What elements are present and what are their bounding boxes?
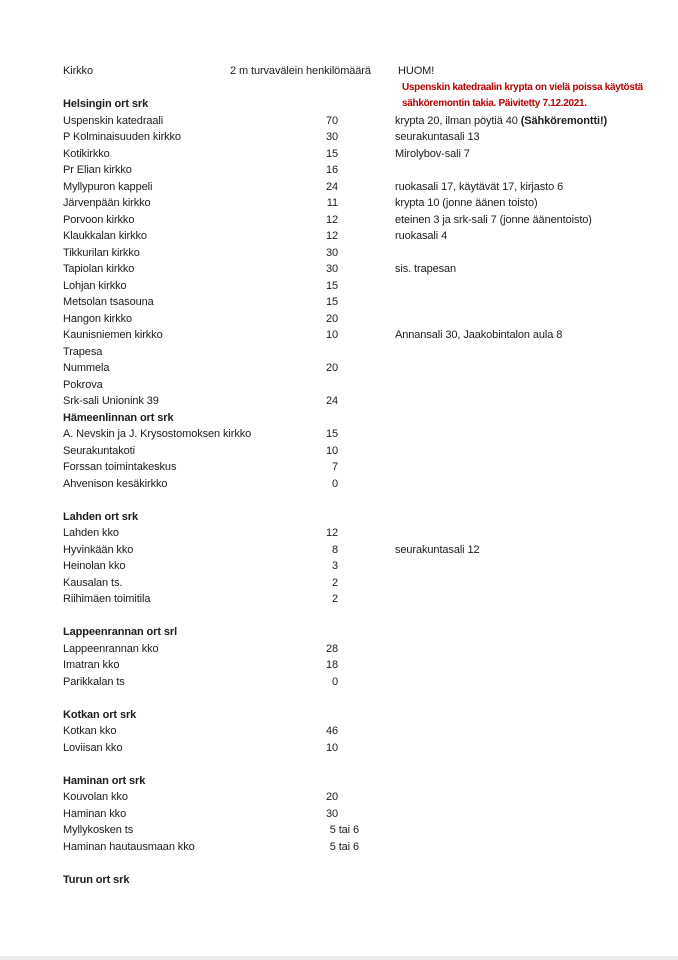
note-text <box>338 624 395 641</box>
church-name: Kausalan ts. <box>63 576 123 589</box>
capacity-value <box>230 377 338 394</box>
note-text <box>338 344 395 361</box>
table-row <box>63 806 607 823</box>
table-row <box>63 690 607 707</box>
note-regular-text: Annansali 30, Jaakobintalon aula 8 <box>395 329 563 341</box>
church-name: Porvoon kirkko <box>63 213 135 226</box>
table-row <box>63 261 607 278</box>
church-name <box>63 855 230 872</box>
church-name <box>63 608 230 625</box>
capacity-value: 2 <box>331 593 338 605</box>
note-text <box>338 113 607 130</box>
capacity-value: 12 <box>325 527 338 539</box>
note-bold-text: (Sähköremontti!) <box>520 114 608 127</box>
note-text <box>338 377 395 394</box>
church-name: Haminan ort srk <box>63 774 146 787</box>
church-name: Parikkalan ts <box>63 675 125 688</box>
capacity-value: 20 <box>325 362 338 374</box>
note-text <box>338 228 447 245</box>
table-row <box>63 311 607 328</box>
church-name: Kotkan ort srk <box>63 708 137 721</box>
table-row <box>63 443 607 460</box>
church-name: Klaukkalan kirkko <box>63 230 147 242</box>
church-name: Pokrova <box>63 378 103 391</box>
table-row <box>63 707 607 724</box>
table-row <box>63 278 607 295</box>
page-edge-shadow <box>0 956 678 960</box>
note-regular-text: seurakuntasali 13 <box>395 131 480 143</box>
capacity-value: 15 <box>325 279 338 292</box>
note-text <box>338 129 480 146</box>
table-row <box>63 344 607 361</box>
capacity-value: 5 tai 6 <box>329 824 359 836</box>
church-name: Haminan hautausmaan kko <box>63 840 195 853</box>
capacity-value: 30 <box>325 246 338 259</box>
note-text <box>338 542 480 559</box>
church-name: Metsolan tsasouna <box>63 296 154 308</box>
table-row <box>63 872 607 889</box>
church-name: Tikkurilan kirkko <box>63 246 140 259</box>
table-row <box>63 773 607 790</box>
capacity-value <box>230 410 338 427</box>
table-row <box>63 789 607 806</box>
note-text <box>338 641 395 658</box>
church-name: Myllykosken ts <box>63 824 134 836</box>
note-text <box>338 674 395 691</box>
note-regular-text: eteinen 3 ja srk-sali 7 (jonne äänentoisto) <box>395 213 592 226</box>
table-row <box>63 855 607 872</box>
church-name: P Kolminaisuuden kirkko <box>63 131 181 143</box>
table-row <box>63 674 607 691</box>
table-row <box>63 360 607 377</box>
capacity-value: 24 <box>325 395 338 407</box>
note-text <box>338 195 538 212</box>
table-row <box>63 608 607 625</box>
capacity-value: 3 <box>331 560 338 572</box>
church-name: Hangon kirkko <box>63 312 133 325</box>
church-name: Riihimäen toimitila <box>63 593 151 605</box>
note-text <box>338 426 395 443</box>
note-regular-text: sis. trapesan <box>395 263 457 275</box>
church-name: Forssan toimintakeskus <box>63 461 177 473</box>
note-text <box>338 311 395 328</box>
capacity-value: 15 <box>325 296 338 308</box>
capacity-value: 15 <box>325 428 338 440</box>
note-text <box>338 327 562 344</box>
capacity-value: 46 <box>325 725 338 737</box>
update-notice-line-1: Uspenskin katedraalin krypta on vielä poissa käytöstä <box>402 82 643 93</box>
table-row <box>63 327 607 344</box>
church-name: Seurakuntakoti <box>63 444 135 457</box>
church-name: Lappeenrannan kko <box>63 642 159 655</box>
capacity-value: 20 <box>325 312 338 325</box>
capacity-value: 10 <box>325 444 338 457</box>
note-text <box>338 245 395 262</box>
note-text <box>338 212 592 229</box>
church-name: Kotkan kko <box>63 725 117 737</box>
note-text <box>338 278 395 295</box>
church-name <box>63 492 230 509</box>
capacity-value <box>230 492 338 509</box>
capacity-value: 20 <box>325 791 338 803</box>
capacity-value: 18 <box>325 659 338 671</box>
table-row <box>63 492 607 509</box>
note-regular-text: krypta 20, ilman pöytiä 40 <box>395 114 521 127</box>
note-text <box>338 756 395 773</box>
note-text <box>338 707 395 724</box>
church-name: Kouvolan kko <box>63 791 128 803</box>
table-row <box>63 558 607 575</box>
note-text <box>338 740 395 757</box>
church-name: Lohjan kirkko <box>63 279 127 292</box>
note-text <box>338 443 395 460</box>
church-name: Turun ort srk <box>63 873 130 886</box>
capacity-value: 16 <box>325 164 338 176</box>
table-row <box>63 525 607 542</box>
church-name: Tapiolan kirkko <box>63 263 135 275</box>
note-text <box>338 261 456 278</box>
note-text <box>338 806 395 823</box>
capacity-value: 5 tai 6 <box>329 840 359 853</box>
note-text <box>338 591 395 608</box>
note-text <box>338 773 395 790</box>
capacity-value: 70 <box>325 114 338 127</box>
note-text <box>338 575 395 592</box>
table-row <box>63 756 607 773</box>
church-name: Myllypuron kappeli <box>63 180 153 193</box>
capacity-value: 10 <box>325 329 338 341</box>
church-name: Heinolan kko <box>63 560 126 572</box>
capacity-value: 15 <box>325 147 338 160</box>
capacity-value: 24 <box>325 180 338 193</box>
note-text <box>338 608 395 625</box>
note-regular-text: ruokasali 17, käytävät 17, kirjasto 6 <box>395 180 564 193</box>
church-name <box>63 80 230 97</box>
note-text <box>338 690 395 707</box>
church-name: Loviisan kko <box>63 741 123 754</box>
capacity-value <box>230 509 338 526</box>
capacity-value: 30 <box>325 263 338 275</box>
capacity-value <box>230 96 338 113</box>
church-name: Uspenskin katedraali <box>63 114 164 127</box>
note-text <box>338 657 395 674</box>
capacity-value: 12 <box>325 230 338 242</box>
table-row <box>63 294 607 311</box>
church-capacity-table <box>63 63 607 888</box>
table-row <box>63 195 607 212</box>
note-text <box>338 96 395 113</box>
capacity-value: 7 <box>331 461 338 473</box>
capacity-value: 0 <box>331 675 338 688</box>
note-column-header: HUOM! <box>398 65 435 77</box>
table-row <box>63 426 607 443</box>
table-row <box>63 459 607 476</box>
capacity-value <box>230 608 338 625</box>
church-name: Imatran kko <box>63 659 120 671</box>
table-row <box>63 822 607 839</box>
table-row <box>63 410 607 427</box>
church-name <box>63 690 230 707</box>
note-regular-text: ruokasali 4 <box>395 230 448 242</box>
note-text <box>338 789 395 806</box>
capacity-value <box>230 855 338 872</box>
note-text <box>338 162 395 179</box>
capacity-value <box>230 624 338 641</box>
note-text <box>338 410 395 427</box>
table-row <box>63 179 607 196</box>
capacity-value <box>230 80 338 97</box>
church-name: Trapesa <box>63 345 103 358</box>
note-regular-text: Mirolybov-sali 7 <box>395 147 470 160</box>
capacity-value: 28 <box>325 642 338 655</box>
table-header <box>63 63 607 80</box>
note-text <box>338 492 395 509</box>
note-text <box>338 146 470 163</box>
capacity-value: 30 <box>325 807 338 820</box>
table-row <box>63 641 607 658</box>
table-row <box>63 113 607 130</box>
note-text <box>338 509 395 526</box>
table-row <box>63 575 607 592</box>
table-row <box>63 146 607 163</box>
church-name: Haminan kko <box>63 807 127 820</box>
capacity-value <box>230 756 338 773</box>
table-row <box>63 723 607 740</box>
table-row <box>63 96 607 113</box>
capacity-value <box>230 344 338 361</box>
note-text <box>338 179 563 196</box>
capacity-column-header: 2 m turvavälein henkilömäärä <box>230 65 371 77</box>
church-name: Helsingin ort srk <box>63 98 149 110</box>
capacity-value: 12 <box>325 213 338 226</box>
capacity-value: 10 <box>325 741 338 754</box>
church-name: Ahvenison kesäkirkko <box>63 477 168 490</box>
capacity-value <box>230 773 338 790</box>
church-name: Kotikirkko <box>63 147 110 160</box>
table-row <box>63 542 607 559</box>
table-row <box>63 162 607 179</box>
note-text <box>338 360 395 377</box>
note-text <box>338 872 395 889</box>
capacity-value <box>230 707 338 724</box>
note-text <box>338 476 395 493</box>
church-name: Hyvinkään kko <box>63 543 134 556</box>
church-name: Pr Elian kirkko <box>63 164 132 176</box>
church-name: Lahden kko <box>63 527 119 539</box>
table-row <box>63 657 607 674</box>
note-text <box>338 294 395 311</box>
note-text <box>338 459 395 476</box>
capacity-value: 2 <box>331 576 338 589</box>
table-row <box>63 624 607 641</box>
capacity-value <box>230 872 338 889</box>
table-row <box>63 393 607 410</box>
church-name: Järvenpään kirkko <box>63 197 151 209</box>
capacity-value: 8 <box>331 543 338 556</box>
note-regular-text: seurakuntasali 12 <box>395 543 480 556</box>
table-row <box>63 228 607 245</box>
note-text <box>338 393 395 410</box>
capacity-value: 11 <box>326 197 338 209</box>
church-name: Kaunisniemen kirkko <box>63 329 163 341</box>
table-row <box>63 839 607 856</box>
note-text <box>338 723 395 740</box>
church-name: Srk-sali Unionink 39 <box>63 395 159 407</box>
table-row <box>63 591 607 608</box>
capacity-value <box>230 690 338 707</box>
capacity-value: 30 <box>325 131 338 143</box>
note-text <box>338 525 395 542</box>
church-column-header: Kirkko <box>63 65 93 77</box>
table-row <box>63 377 607 394</box>
church-name: A. Nevskin ja J. Krysostomoksen kirkko <box>63 428 252 440</box>
church-name: Hämeenlinnan ort srk <box>63 411 174 424</box>
table-row <box>63 740 607 757</box>
table-row <box>63 129 607 146</box>
church-name: Lahden ort srk <box>63 510 139 523</box>
capacity-value: 0 <box>331 477 338 490</box>
note-text <box>338 558 395 575</box>
table-row <box>63 80 607 97</box>
table-row <box>63 212 607 229</box>
update-notice-line-2: sähköremontin takia. Päivitetty 7.12.2021. <box>402 97 587 109</box>
note-regular-text: krypta 10 (jonne äänen toisto) <box>395 197 538 209</box>
church-name: Lappeenrannan ort srl <box>63 626 178 638</box>
note-text <box>338 855 395 872</box>
table-row <box>63 509 607 526</box>
church-name <box>63 756 230 773</box>
church-name: Nummela <box>63 362 110 374</box>
note-text <box>338 80 395 97</box>
table-row <box>63 476 607 493</box>
table-row <box>63 245 607 262</box>
